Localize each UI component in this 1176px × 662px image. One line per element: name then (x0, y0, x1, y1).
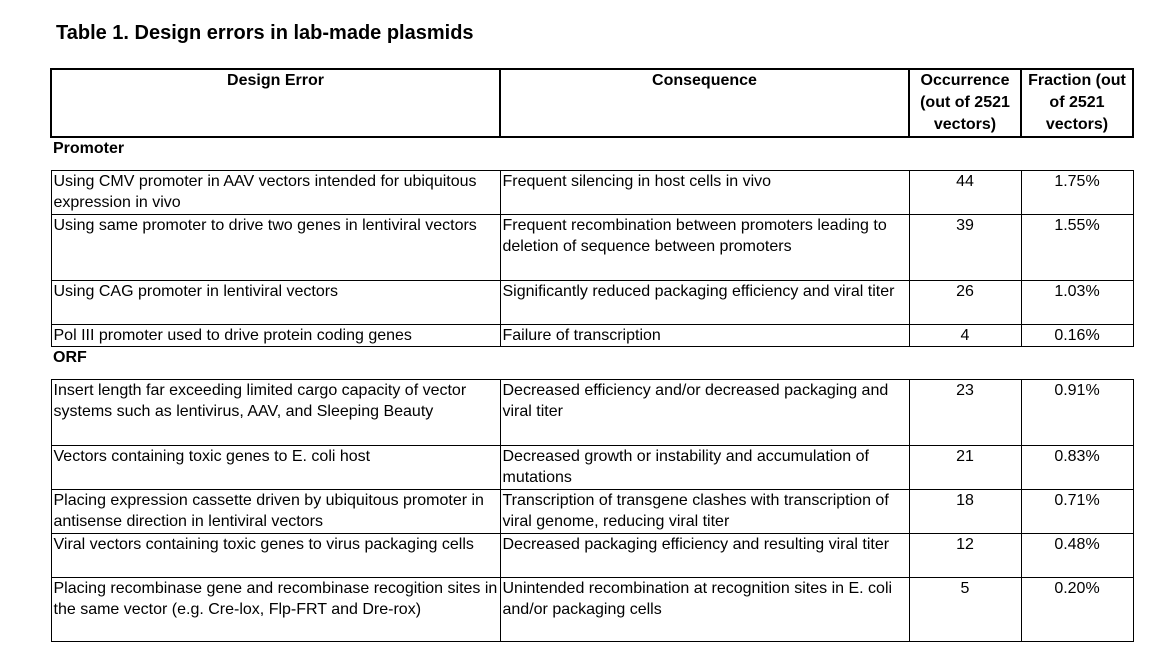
table-row (51, 281, 1133, 325)
design-error-cell: Insert length far exceeding limited cargo capacity of vector systems such as lentivirus, AAV, and Sleeping Beauty (51, 380, 500, 446)
consequence-cell: Unintended recombination at recognition sites in E. coli and/or packaging cells (500, 578, 909, 642)
occurrence-cell: 39 (909, 215, 1021, 281)
design-error-cell: Placing recombinase gene and recombinase recogition sites in the same vector (e.g. Cre-lox, Flp-FRT and Dre-rox) (51, 578, 500, 642)
occurrence-cell: 21 (909, 446, 1021, 490)
fraction-cell: 1.75% (1021, 171, 1133, 215)
occurrence-cell: 18 (909, 490, 1021, 534)
occurrence-cell: 4 (909, 325, 1021, 347)
consequence-cell: Decreased growth or instability and accumulation of mutations (500, 446, 909, 490)
fraction-cell: 0.48% (1021, 534, 1133, 578)
occurrence-cell: 26 (909, 281, 1021, 325)
fraction-cell: 0.71% (1021, 490, 1133, 534)
table-row (51, 534, 1133, 578)
table-title: Table 1. Design errors in lab-made plasmids (56, 22, 474, 44)
header-occurrence: Occurrence (out of 2521 vectors) (909, 69, 1021, 137)
fraction-cell: 0.83% (1021, 446, 1133, 490)
design-errors-table (50, 68, 1134, 642)
header-consequence: Consequence (500, 69, 909, 137)
design-error-cell: Viral vectors containing toxic genes to virus packaging cells (51, 534, 500, 578)
occurrence-cell: 12 (909, 534, 1021, 578)
consequence-cell: Frequent silencing in host cells in vivo (500, 171, 909, 215)
design-error-cell: Using CAG promoter in lentiviral vectors (51, 281, 500, 325)
table-header-row (51, 69, 1133, 137)
section-label: ORF (53, 349, 87, 366)
fraction-cell: 0.16% (1021, 325, 1133, 347)
consequence-cell: Decreased efficiency and/or decreased packaging and viral titer (500, 380, 909, 446)
table-row (51, 171, 1133, 215)
fraction-cell: 1.03% (1021, 281, 1133, 325)
design-error-cell: Vectors containing toxic genes to E. coli host (51, 446, 500, 490)
occurrence-cell: 23 (909, 380, 1021, 446)
section-row-orf (51, 347, 1133, 380)
section-label: Promoter (53, 140, 125, 157)
occurrence-cell: 44 (909, 171, 1021, 215)
design-error-cell: Pol III promoter used to drive protein coding genes (51, 325, 500, 347)
consequence-cell: Failure of transcription (500, 325, 909, 347)
consequence-cell: Frequent recombination between promoters leading to deletion of sequence between promoters (500, 215, 909, 281)
fraction-cell: 0.20% (1021, 578, 1133, 642)
consequence-cell: Significantly reduced packaging efficiency and viral titer (500, 281, 909, 325)
design-error-cell: Using CMV promoter in AAV vectors intended for ubiquitous expression in vivo (51, 171, 500, 215)
table-row (51, 325, 1133, 347)
table-row (51, 215, 1133, 281)
table-row (51, 380, 1133, 446)
table-row (51, 490, 1133, 534)
fraction-cell: 0.91% (1021, 380, 1133, 446)
header-design-error: Design Error (51, 69, 500, 137)
header-fraction: Fraction (out of 2521 vectors) (1021, 69, 1133, 137)
consequence-cell: Decreased packaging efficiency and resulting viral titer (500, 534, 909, 578)
design-error-cell: Using same promoter to drive two genes in lentiviral vectors (51, 215, 500, 281)
fraction-cell: 1.55% (1021, 215, 1133, 281)
consequence-cell: Transcription of transgene clashes with transcription of viral genome, reducing viral titer (500, 490, 909, 534)
occurrence-cell: 5 (909, 578, 1021, 642)
section-row-promoter (51, 137, 1133, 171)
table-row (51, 446, 1133, 490)
table-row (51, 578, 1133, 642)
design-error-cell: Placing expression cassette driven by ubiquitous promoter in antisense direction in lentiviral vectors (51, 490, 500, 534)
